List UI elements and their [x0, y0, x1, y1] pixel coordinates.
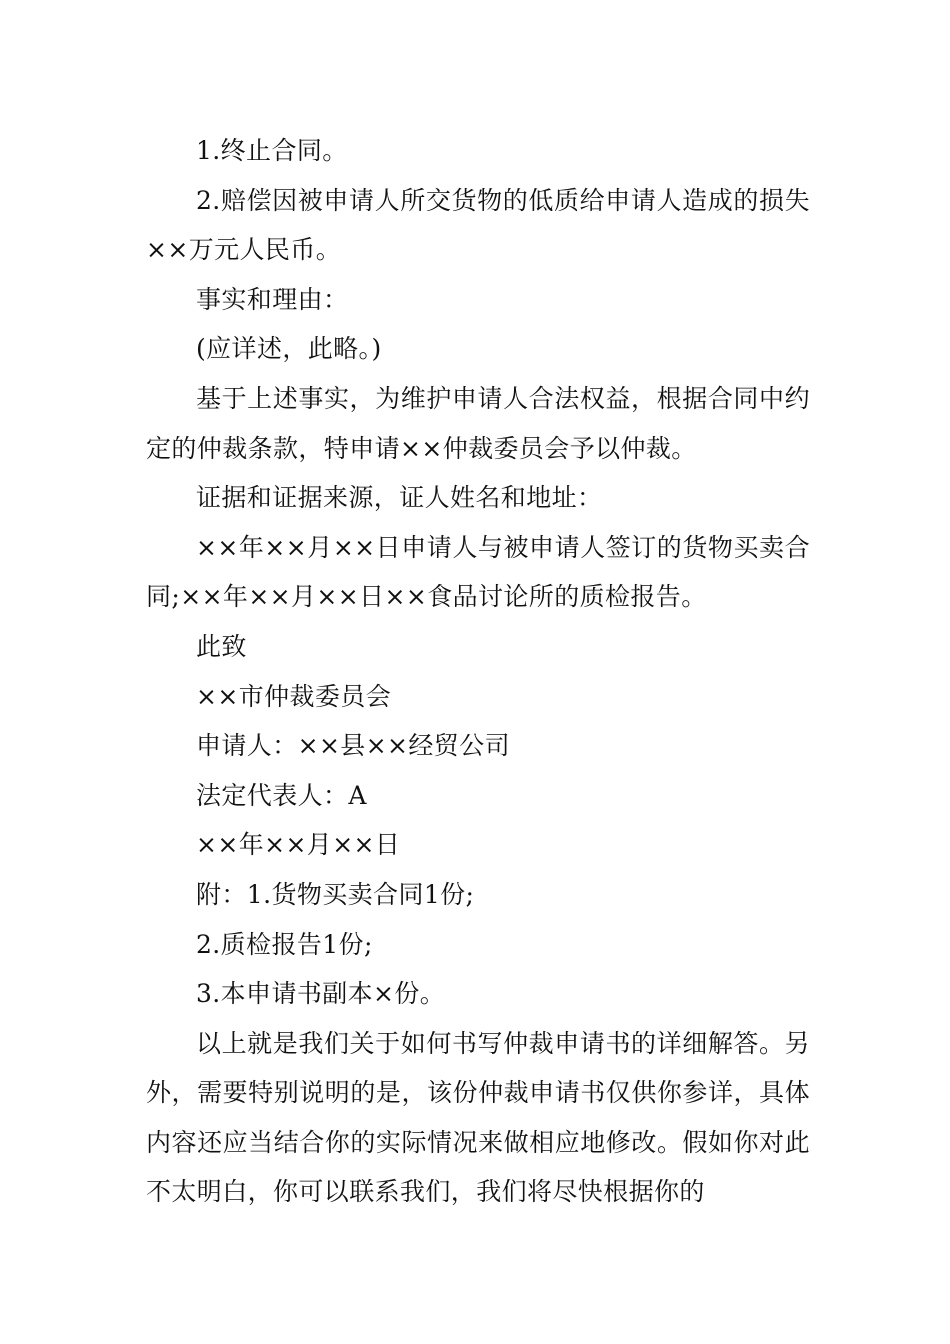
paragraph-facts-heading: 事实和理由： — [196, 284, 349, 314]
paragraph-legal-rep: 法定代表人：A — [196, 780, 367, 810]
paragraph-applicant: 申请人：××县××经贸公司 — [196, 731, 510, 761]
paragraph-attachment-1: 附：1.货物买卖合同1份; — [196, 879, 475, 909]
paragraph-attachment-3: 3.本申请书副本×份。 — [196, 979, 446, 1009]
paragraph-recipient: ××市仲裁委员会 — [196, 681, 392, 711]
paragraph-date: ××年××月××日 — [196, 830, 401, 860]
paragraph-claim-1: 1.终止合同。 — [196, 136, 348, 165]
paragraph-evidence: ××年××月××日申请人与被申请人签订的货物买卖合同;××年××月××日××食品讨论所的质检报告。 — [146, 532, 810, 612]
paragraph-facts-note: (应详述，此略。) — [196, 334, 382, 364]
paragraph-attachment-2: 2.质检报告1份; — [196, 929, 373, 959]
paragraph-claim-2: 2.赔偿因被申请人所交货物的低质给申请人造成的损失××万元人民币。 — [146, 185, 810, 265]
document-body — [146, 126, 810, 1217]
paragraph-basis: 基于上述事实，为维护申请人合法权益，根据合同中约定的仲裁条款，特申请××仲裁委员会予以仲裁。 — [146, 383, 810, 463]
paragraph-closing: 以上就是我们关于如何书写仲裁申请书的详细解答。另外，需要特别说明的是，该份仲裁申请书仅供你参详，具体内容还应当结合你的实际情况来做相应地修改。假如你对此不太明白，你可以联系我们，我们将尽快根据你的 — [146, 1028, 810, 1207]
paragraph-salutation: 此致 — [196, 631, 247, 661]
paragraph-evidence-heading: 证据和证据来源，证人姓名和地址： — [196, 483, 603, 513]
